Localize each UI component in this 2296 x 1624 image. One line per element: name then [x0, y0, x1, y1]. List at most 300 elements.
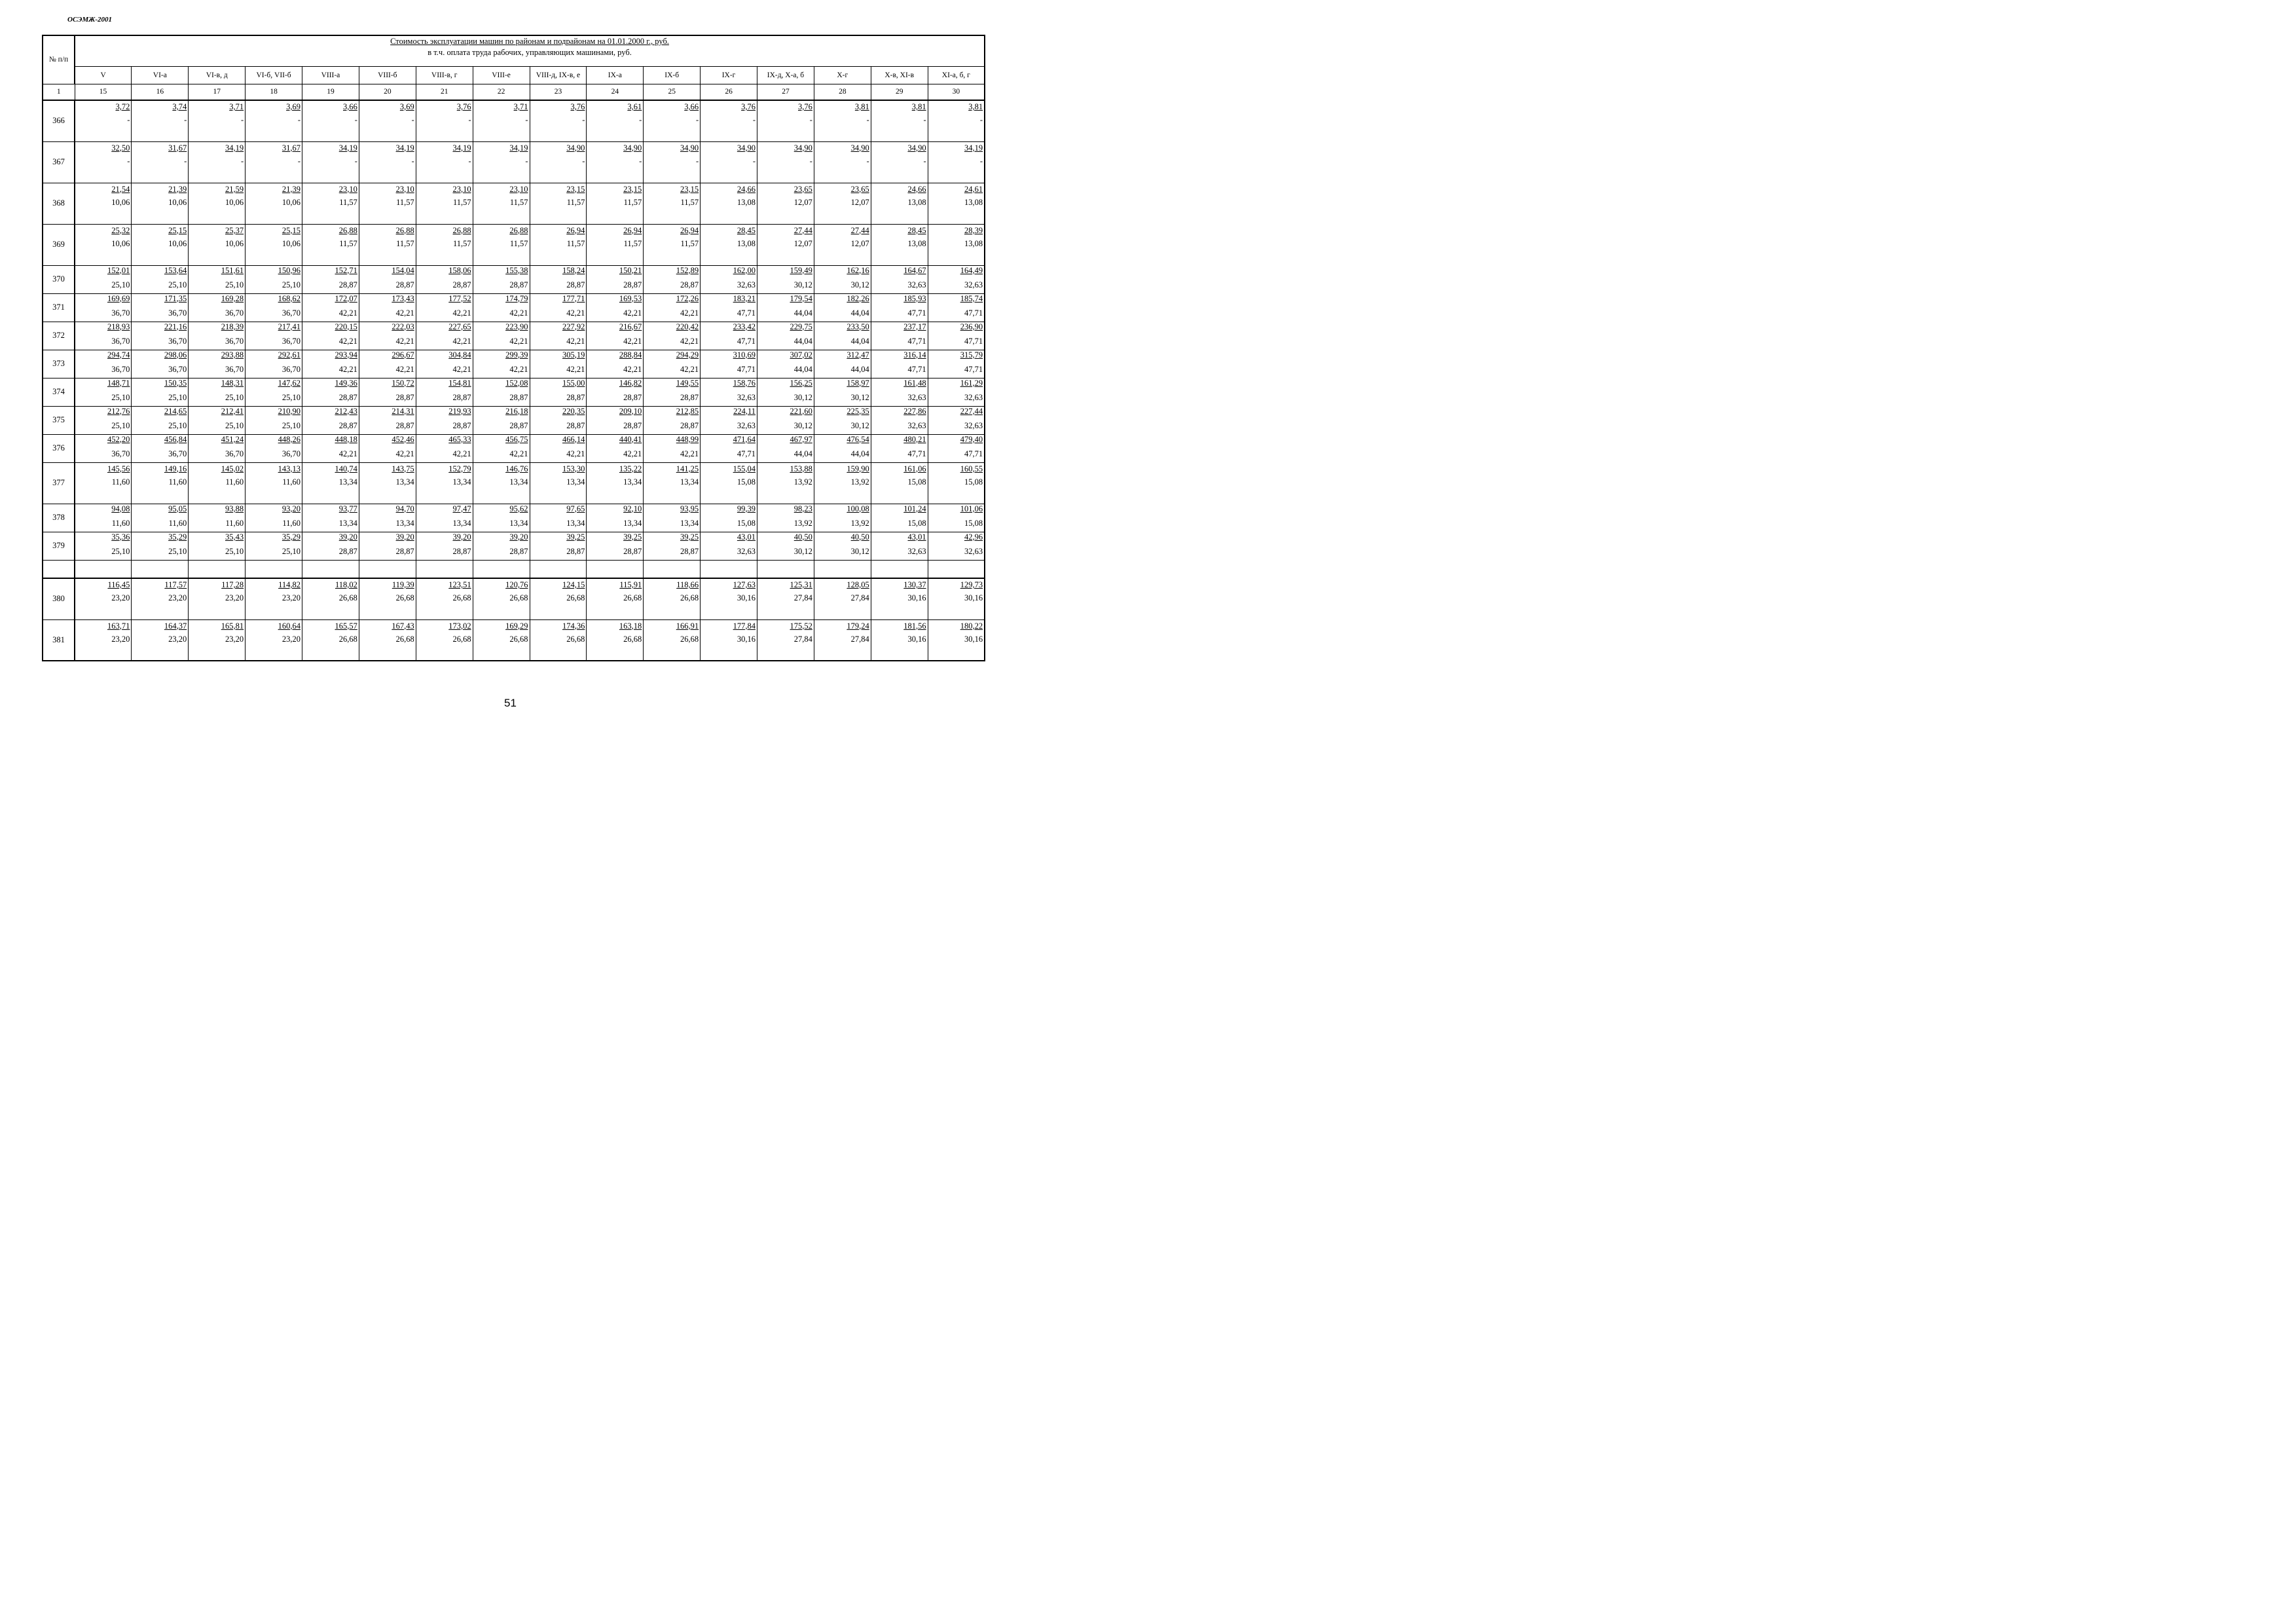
- operating-cost-value: 307,02: [790, 350, 812, 360]
- operating-cost-value: 23,15: [566, 184, 585, 194]
- value-cell: [302, 378, 359, 406]
- labor-cost-value: 15,08: [964, 477, 983, 487]
- operating-cost-value: 229,75: [790, 322, 812, 331]
- labor-cost-value: 26,68: [680, 593, 699, 602]
- value-cell: [416, 350, 473, 378]
- value-cell: [302, 350, 359, 378]
- value-cell: [359, 265, 416, 293]
- labor-cost-value: -: [468, 156, 471, 166]
- value-cell: [701, 378, 757, 406]
- operating-cost-value: 143,13: [278, 464, 301, 473]
- labor-cost-value: -: [525, 115, 528, 124]
- column-number: 17: [189, 84, 246, 100]
- labor-cost-value: 42,21: [566, 449, 585, 458]
- operating-cost-value: 448,18: [335, 434, 357, 444]
- labor-cost-value: 42,21: [509, 336, 528, 346]
- value-cell: [473, 350, 530, 378]
- operating-cost-value: 153,88: [790, 464, 812, 473]
- value-cell: [644, 224, 701, 265]
- column-number: 19: [302, 84, 359, 100]
- labor-cost-value: 28,87: [452, 280, 471, 289]
- operating-cost-value: 31,67: [282, 143, 301, 153]
- value-cell: [587, 265, 644, 293]
- labor-cost-value: 26,68: [509, 634, 528, 644]
- operating-cost-value: 118,02: [335, 580, 357, 589]
- operating-cost-value: 3,66: [684, 102, 699, 111]
- operating-cost-value: 3,76: [570, 102, 585, 111]
- operating-cost-value: 294,74: [107, 350, 130, 360]
- value-cell: [587, 293, 644, 322]
- table-row: [43, 532, 985, 560]
- operating-cost-value: 23,10: [338, 184, 357, 194]
- labor-cost-value: 13,92: [793, 518, 812, 528]
- value-cell: [132, 532, 189, 560]
- operating-cost-value: 173,43: [392, 293, 414, 303]
- labor-cost-value: 11,57: [623, 197, 642, 207]
- row-number: 377: [43, 462, 75, 504]
- operating-cost-value: 174,36: [562, 621, 585, 631]
- column-number: 21: [416, 84, 473, 100]
- labor-cost-value: -: [923, 156, 926, 166]
- row-number: 368: [43, 183, 75, 224]
- value-cell: [75, 350, 132, 378]
- operating-cost-value: 162,16: [847, 265, 869, 275]
- value-cell: [189, 183, 246, 224]
- value-cell: [246, 322, 302, 350]
- labor-cost-value: 42,21: [509, 364, 528, 374]
- operating-cost-value: 21,39: [168, 184, 187, 194]
- operating-cost-value: 117,28: [221, 580, 244, 589]
- value-cell: [928, 434, 985, 462]
- value-cell: [928, 406, 985, 434]
- operating-cost-value: 179,54: [790, 293, 812, 303]
- value-cell: [928, 532, 985, 560]
- value-cell: [757, 100, 814, 141]
- operating-cost-value: 214,31: [392, 406, 414, 416]
- operating-cost-value: 149,55: [676, 378, 699, 388]
- value-cell: [75, 141, 132, 183]
- value-cell: [530, 434, 587, 462]
- value-cell: [701, 434, 757, 462]
- labor-cost-value: 13,08: [964, 238, 983, 248]
- labor-cost-value: 28,87: [566, 280, 585, 289]
- operating-cost-value: 451,24: [221, 434, 244, 444]
- labor-cost-value: 28,87: [452, 546, 471, 556]
- value-cell: [189, 619, 246, 661]
- labor-cost-value: 13,34: [566, 477, 585, 487]
- operating-cost-value: 224,11: [733, 406, 756, 416]
- labor-cost-value: 30,12: [850, 546, 869, 556]
- value-cell: [416, 532, 473, 560]
- labor-cost-value: 44,04: [850, 449, 869, 458]
- value-cell: [189, 578, 246, 619]
- operating-cost-value: 225,35: [847, 406, 869, 416]
- labor-cost-value: 42,21: [623, 336, 642, 346]
- column-number: 28: [814, 84, 871, 100]
- labor-cost-value: 42,21: [452, 364, 471, 374]
- value-cell: [359, 183, 416, 224]
- operating-cost-value: 98,23: [793, 504, 812, 513]
- value-cell: [530, 532, 587, 560]
- operating-cost-value: 3,72: [115, 102, 130, 111]
- operating-cost-value: 219,93: [448, 406, 471, 416]
- labor-cost-value: -: [411, 156, 414, 166]
- labor-cost-value: -: [127, 156, 130, 166]
- labor-cost-value: 28,87: [680, 392, 699, 402]
- operating-cost-value: 43,01: [907, 532, 926, 542]
- column-number: 25: [644, 84, 701, 100]
- operating-cost-value: 154,81: [448, 378, 471, 388]
- value-cell: [587, 378, 644, 406]
- labor-cost-value: 47,71: [964, 336, 983, 346]
- value-cell: [871, 406, 928, 434]
- labor-cost-value: 11,60: [168, 477, 187, 487]
- operating-cost-value: 93,88: [225, 504, 244, 513]
- labor-cost-value: 15,08: [907, 518, 926, 528]
- labor-cost-value: 11,60: [282, 477, 301, 487]
- value-cell: [871, 141, 928, 183]
- labor-cost-value: 26,68: [509, 593, 528, 602]
- labor-cost-value: 13,08: [964, 197, 983, 207]
- labor-cost-value: -: [923, 115, 926, 124]
- operating-cost-value: 293,88: [221, 350, 244, 360]
- labor-cost-value: 28,87: [623, 392, 642, 402]
- value-cell: [814, 578, 871, 619]
- labor-cost-value: -: [468, 115, 471, 124]
- table-row: [43, 293, 985, 322]
- value-cell: [189, 532, 246, 560]
- value-cell: [132, 224, 189, 265]
- operating-cost-value: 165,81: [221, 621, 244, 631]
- value-cell: [75, 462, 132, 504]
- operating-cost-value: 164,49: [960, 265, 983, 275]
- operating-cost-value: 227,44: [960, 406, 983, 416]
- labor-cost-value: 30,12: [850, 280, 869, 289]
- region-column-header: VI-б, VII-б: [246, 66, 302, 84]
- operating-cost-value: 99,39: [737, 504, 756, 513]
- value-cell: [701, 578, 757, 619]
- operating-cost-value: 21,39: [282, 184, 301, 194]
- operating-cost-value: 148,71: [107, 378, 130, 388]
- operating-cost-value: 28,45: [737, 225, 756, 235]
- column-number: 27: [757, 84, 814, 100]
- operating-cost-value: 305,19: [562, 350, 585, 360]
- operating-cost-value: 168,62: [278, 293, 301, 303]
- value-cell: [132, 578, 189, 619]
- operating-cost-value: 95,05: [168, 504, 187, 513]
- value-cell: [530, 504, 587, 532]
- operating-cost-value: 39,25: [623, 532, 642, 542]
- labor-cost-value: 11,57: [452, 238, 471, 248]
- operating-cost-value: 34,19: [964, 143, 983, 153]
- labor-cost-value: 13,34: [680, 518, 699, 528]
- operating-cost-value: 471,64: [733, 434, 756, 444]
- labor-cost-value: 11,57: [566, 197, 585, 207]
- labor-cost-value: 25,10: [225, 546, 244, 556]
- value-cell: [757, 293, 814, 322]
- value-cell: [416, 322, 473, 350]
- labor-cost-value: -: [695, 115, 699, 124]
- labor-cost-value: 42,21: [338, 308, 357, 318]
- labor-cost-value: 30,12: [850, 420, 869, 430]
- operating-cost-value: 169,29: [505, 621, 528, 631]
- labor-cost-value: 32,63: [964, 392, 983, 402]
- operating-cost-value: 159,49: [790, 265, 812, 275]
- value-cell: [75, 434, 132, 462]
- labor-cost-value: 25,10: [168, 420, 187, 430]
- labor-cost-value: 27,84: [793, 634, 812, 644]
- operating-cost-value: 115,91: [619, 580, 642, 589]
- value-cell: [416, 504, 473, 532]
- labor-cost-value: 13,92: [850, 518, 869, 528]
- labor-cost-value: -: [184, 115, 187, 124]
- value-cell: [587, 532, 644, 560]
- value-cell: [587, 504, 644, 532]
- value-cell: [416, 378, 473, 406]
- labor-cost-value: 44,04: [793, 336, 812, 346]
- operating-cost-value: 174,79: [505, 293, 528, 303]
- operating-cost-value: 214,65: [164, 406, 187, 416]
- operating-cost-value: 448,99: [676, 434, 699, 444]
- labor-cost-value: 42,21: [338, 449, 357, 458]
- labor-cost-value: 27,84: [850, 634, 869, 644]
- operating-cost-value: 26,94: [566, 225, 585, 235]
- operating-cost-value: 164,37: [164, 621, 187, 631]
- value-cell: [359, 224, 416, 265]
- labor-cost-value: 25,10: [111, 546, 130, 556]
- operating-cost-value: 40,50: [793, 532, 812, 542]
- value-cell: [871, 100, 928, 141]
- value-cell: [302, 532, 359, 560]
- region-column-header: VI-а: [132, 66, 189, 84]
- labor-cost-value: 11,57: [339, 197, 357, 207]
- value-cell: [302, 183, 359, 224]
- value-cell: [132, 406, 189, 434]
- operating-cost-value: 456,75: [505, 434, 528, 444]
- operating-cost-value: 34,19: [395, 143, 414, 153]
- labor-cost-value: 26,68: [566, 634, 585, 644]
- operating-cost-value: 25,37: [225, 225, 244, 235]
- value-cell: [302, 619, 359, 661]
- value-cell: [530, 619, 587, 661]
- labor-cost-value: 28,87: [680, 280, 699, 289]
- labor-cost-value: 25,10: [225, 280, 244, 289]
- value-cell: [644, 265, 701, 293]
- operating-cost-value: 165,57: [335, 621, 357, 631]
- value-cell: [302, 224, 359, 265]
- table-row: [43, 350, 985, 378]
- labor-cost-value: 30,12: [793, 280, 812, 289]
- value-cell: [302, 434, 359, 462]
- operating-cost-value: 299,39: [505, 350, 528, 360]
- labor-cost-value: -: [582, 156, 585, 166]
- labor-cost-value: 11,57: [509, 238, 528, 248]
- operating-cost-value: 124,15: [562, 580, 585, 589]
- value-cell: [189, 293, 246, 322]
- region-column-header: V: [75, 66, 132, 84]
- operating-cost-value: 223,90: [505, 322, 528, 331]
- value-cell: [75, 378, 132, 406]
- value-cell: [587, 434, 644, 462]
- labor-cost-value: 11,60: [111, 477, 130, 487]
- value-cell: [132, 378, 189, 406]
- labor-cost-value: 42,21: [452, 308, 471, 318]
- value-cell: [871, 434, 928, 462]
- operating-cost-value: 294,29: [676, 350, 699, 360]
- operating-cost-value: 39,25: [566, 532, 585, 542]
- labor-cost-value: 13,92: [850, 477, 869, 487]
- labor-cost-value: 12,07: [793, 238, 812, 248]
- operating-cost-value: 152,79: [448, 464, 471, 473]
- operating-cost-value: 316,14: [903, 350, 926, 360]
- labor-cost-value: 36,70: [168, 336, 187, 346]
- operating-cost-value: 3,66: [343, 102, 357, 111]
- value-cell: [359, 560, 416, 578]
- labor-cost-value: 23,20: [168, 634, 187, 644]
- operating-cost-value: 220,15: [335, 322, 357, 331]
- labor-cost-value: 26,68: [338, 634, 357, 644]
- labor-cost-value: 28,87: [338, 280, 357, 289]
- operating-cost-value: 212,76: [107, 406, 130, 416]
- operating-cost-value: 236,90: [960, 322, 983, 331]
- labor-cost-value: 30,12: [850, 392, 869, 402]
- labor-cost-value: 32,63: [964, 420, 983, 430]
- value-cell: [189, 434, 246, 462]
- operating-cost-value: 227,65: [448, 322, 471, 331]
- labor-cost-value: 26,68: [452, 593, 471, 602]
- value-cell: [416, 578, 473, 619]
- table-title-row: [43, 35, 985, 66]
- operating-cost-value: 34,90: [907, 143, 926, 153]
- operating-cost-value: 293,94: [335, 350, 357, 360]
- value-cell: [701, 141, 757, 183]
- value-cell: [587, 100, 644, 141]
- value-cell: [246, 224, 302, 265]
- labor-cost-value: -: [639, 156, 642, 166]
- value-cell: [473, 265, 530, 293]
- labor-cost-value: 36,70: [282, 449, 301, 458]
- labor-cost-value: 30,12: [793, 420, 812, 430]
- value-cell: [644, 578, 701, 619]
- operating-cost-value: 185,74: [960, 293, 983, 303]
- labor-cost-value: 36,70: [168, 364, 187, 374]
- labor-cost-value: 42,21: [566, 336, 585, 346]
- value-cell: [132, 141, 189, 183]
- value-cell: [757, 504, 814, 532]
- labor-cost-value: 11,60: [225, 518, 244, 528]
- labor-cost-value: 23,20: [282, 634, 301, 644]
- operating-cost-value: 233,50: [847, 322, 869, 331]
- labor-cost-value: -: [297, 156, 301, 166]
- labor-cost-value: -: [127, 115, 130, 124]
- labor-cost-value: 42,21: [680, 449, 699, 458]
- value-cell: [871, 532, 928, 560]
- value-cell: [644, 378, 701, 406]
- operating-cost-value: 288,84: [619, 350, 642, 360]
- labor-cost-value: 11,57: [452, 197, 471, 207]
- value-cell: [701, 293, 757, 322]
- value-cell: [644, 350, 701, 378]
- value-cell: [644, 406, 701, 434]
- operating-cost-value: 166,91: [676, 621, 699, 631]
- value-cell: [701, 224, 757, 265]
- labor-cost-value: 26,68: [566, 593, 585, 602]
- operating-cost-value: 175,52: [790, 621, 812, 631]
- operating-cost-value: 467,97: [790, 434, 812, 444]
- operating-cost-value: 116,45: [107, 580, 130, 589]
- operating-cost-value: 221,60: [790, 406, 812, 416]
- labor-cost-value: 28,87: [623, 280, 642, 289]
- labor-cost-value: 13,34: [566, 518, 585, 528]
- labor-cost-value: 32,63: [907, 392, 926, 402]
- value-cell: [246, 560, 302, 578]
- operating-cost-value: 167,43: [392, 621, 414, 631]
- operating-cost-value: 3,76: [798, 102, 812, 111]
- operating-cost-value: 147,62: [278, 378, 301, 388]
- operating-cost-value: 26,88: [395, 225, 414, 235]
- value-cell: [132, 560, 189, 578]
- value-cell: [132, 322, 189, 350]
- labor-cost-value: 30,12: [793, 546, 812, 556]
- labor-cost-value: 42,21: [509, 449, 528, 458]
- labor-cost-value: -: [979, 115, 983, 124]
- value-cell: [871, 350, 928, 378]
- value-cell: [587, 322, 644, 350]
- operating-cost-value: 296,67: [392, 350, 414, 360]
- labor-cost-value: 28,87: [395, 392, 414, 402]
- labor-cost-value: 47,71: [907, 449, 926, 458]
- section-separator-row: [43, 560, 985, 578]
- value-cell: [928, 578, 985, 619]
- table-row: [43, 141, 985, 183]
- labor-cost-value: 11,57: [680, 238, 699, 248]
- operating-cost-value: 185,93: [903, 293, 926, 303]
- operating-cost-value: 23,10: [452, 184, 471, 194]
- region-column-header: XI-а, б, г: [928, 66, 985, 84]
- operating-cost-value: 158,97: [847, 378, 869, 388]
- labor-cost-value: 11,57: [396, 197, 414, 207]
- labor-cost-value: 25,10: [168, 280, 187, 289]
- value-cell: [246, 183, 302, 224]
- operating-cost-value: 146,76: [505, 464, 528, 473]
- operating-cost-value: 298,06: [164, 350, 187, 360]
- operating-cost-value: 119,39: [392, 580, 414, 589]
- operating-cost-value: 3,81: [854, 102, 869, 111]
- operating-cost-value: 292,61: [278, 350, 301, 360]
- value-cell: [75, 578, 132, 619]
- value-cell: [871, 578, 928, 619]
- value-cell: [644, 504, 701, 532]
- value-cell: [644, 322, 701, 350]
- value-cell: [359, 578, 416, 619]
- labor-cost-value: 25,10: [111, 280, 130, 289]
- value-cell: [757, 578, 814, 619]
- labor-cost-value: 36,70: [225, 308, 244, 318]
- value-cell: [416, 406, 473, 434]
- operating-cost-value: 448,26: [278, 434, 301, 444]
- labor-cost-value: 15,08: [737, 477, 756, 487]
- value-cell: [473, 434, 530, 462]
- labor-cost-value: 10,06: [168, 197, 187, 207]
- labor-cost-value: 30,16: [964, 634, 983, 644]
- operating-cost-value: 24,61: [964, 184, 983, 194]
- operating-cost-value: 212,85: [676, 406, 699, 416]
- operating-cost-value: 163,18: [619, 621, 642, 631]
- labor-cost-value: 36,70: [168, 308, 187, 318]
- operating-cost-value: 21,59: [225, 184, 244, 194]
- value-cell: [701, 265, 757, 293]
- value-cell: [359, 434, 416, 462]
